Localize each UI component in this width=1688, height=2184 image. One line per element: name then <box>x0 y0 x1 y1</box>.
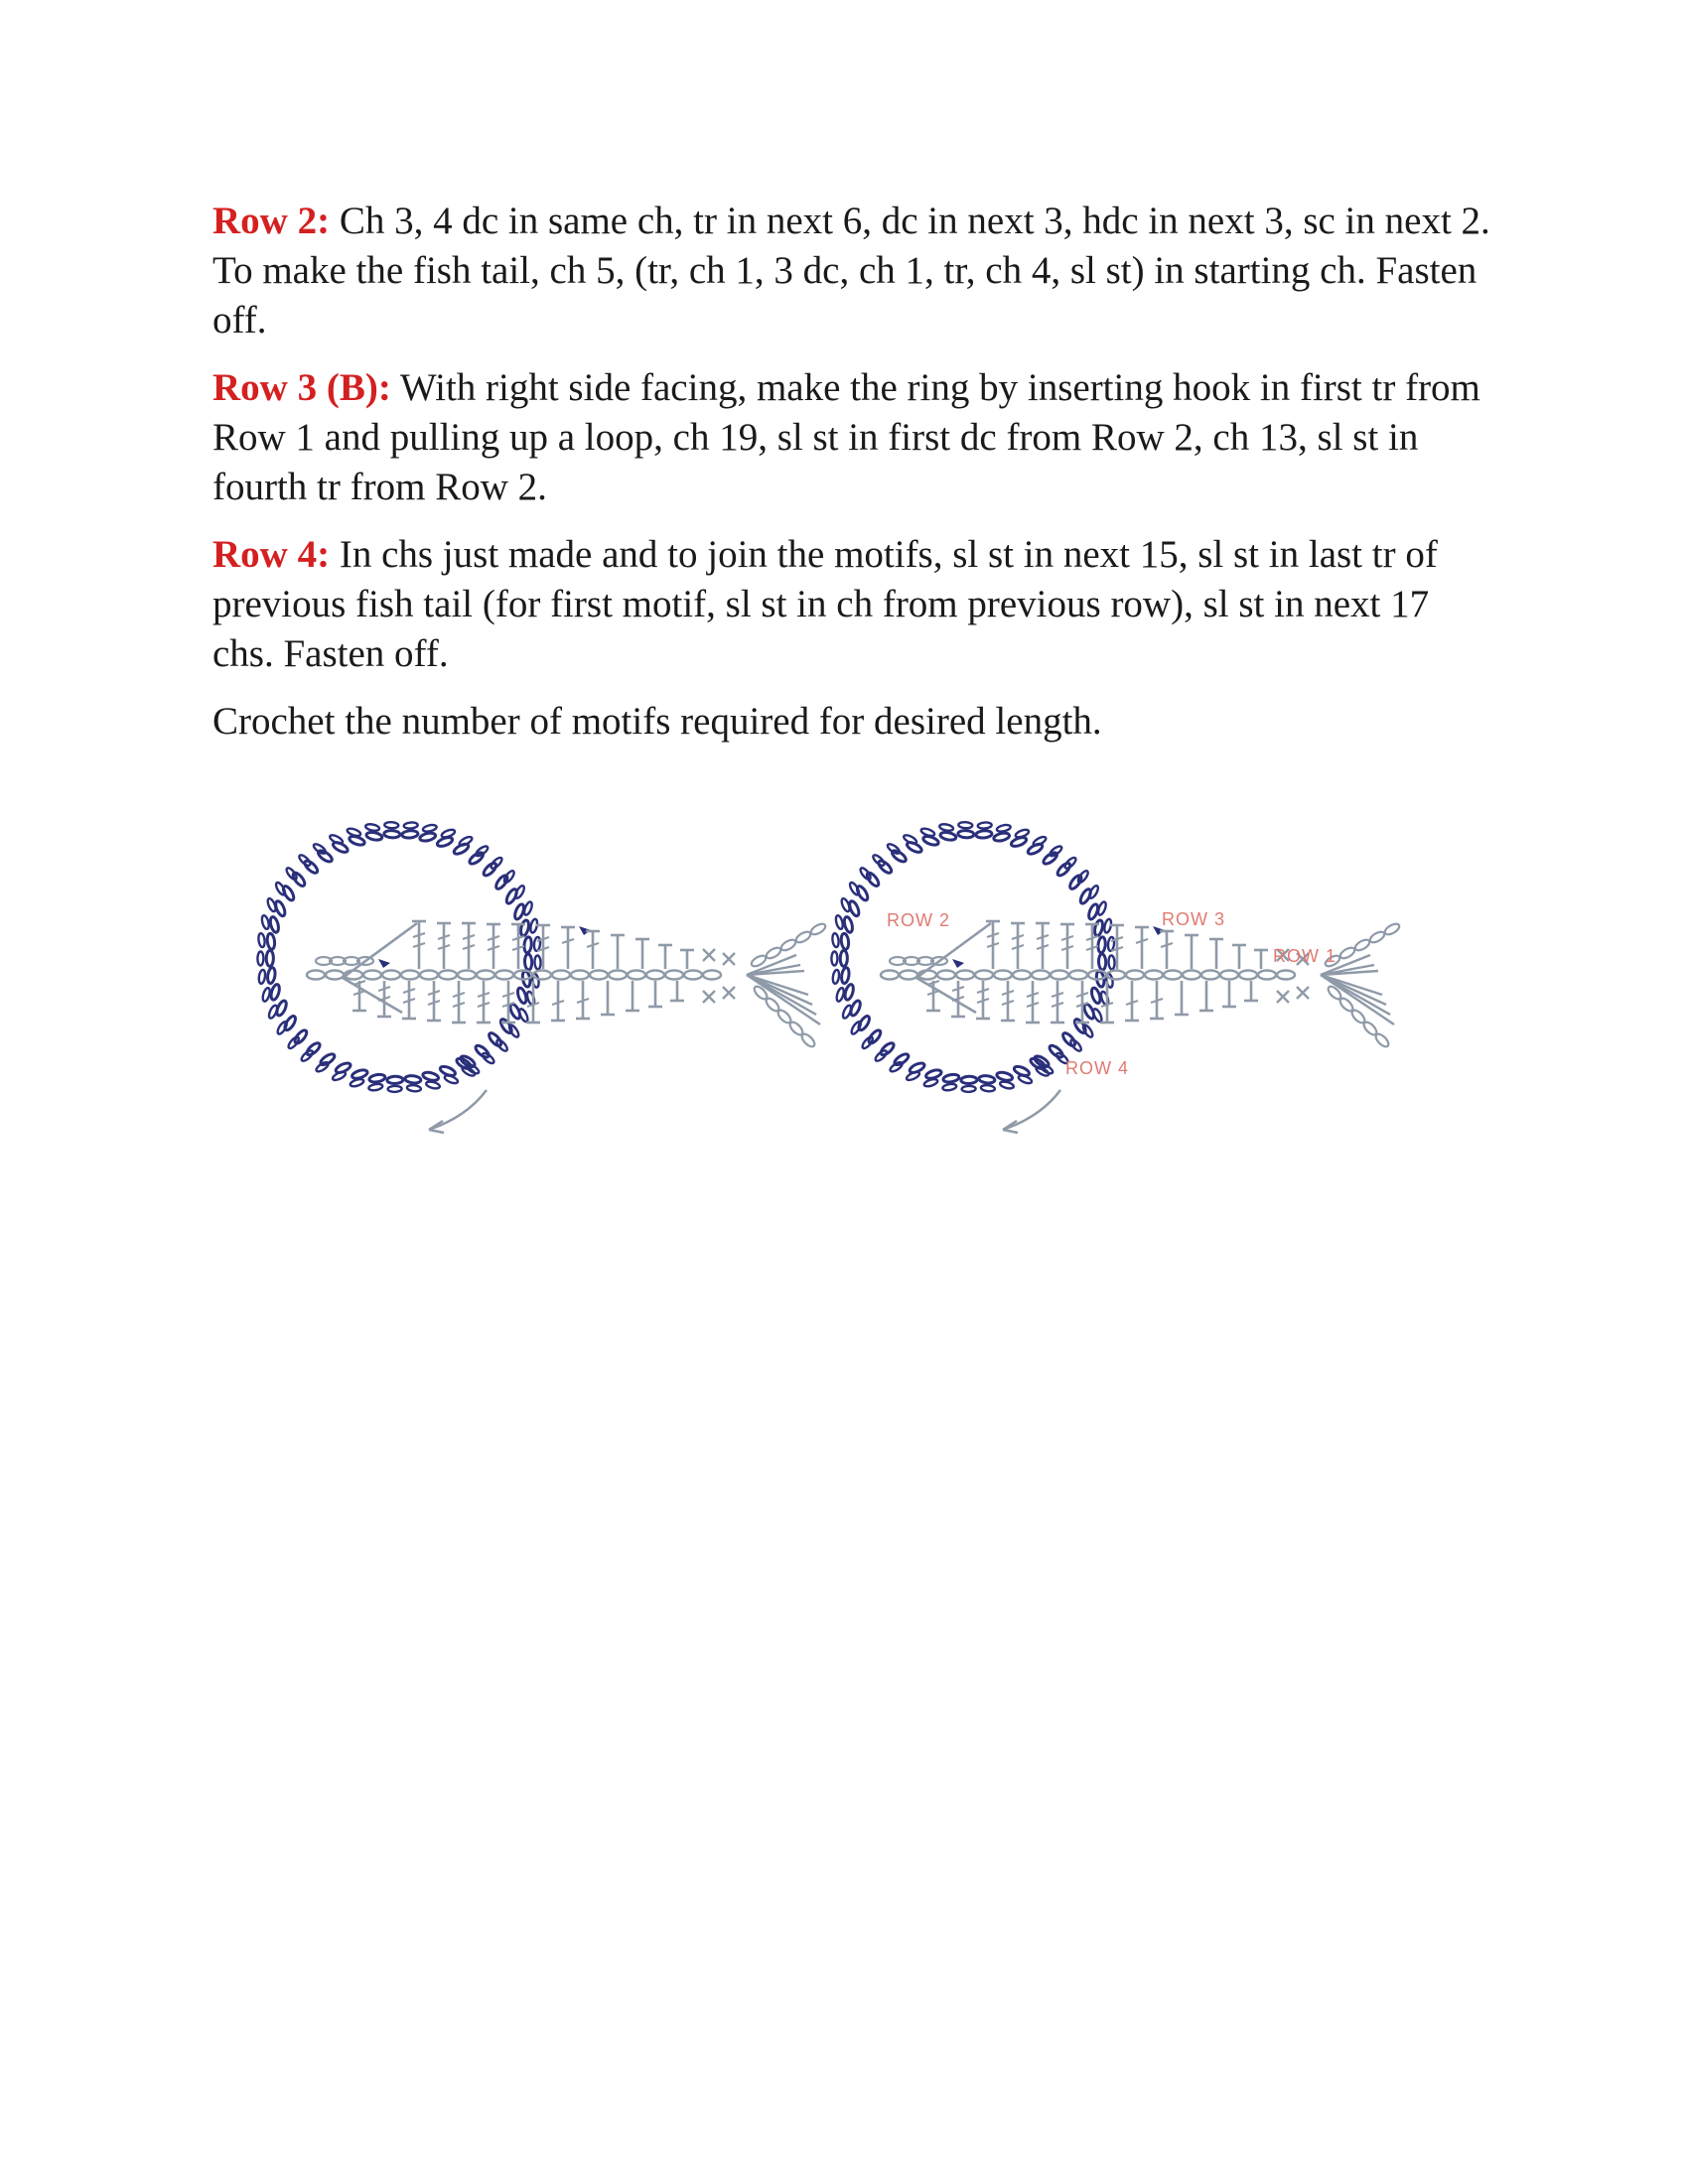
spine-chain-stitch <box>1069 971 1087 980</box>
spine-chain-stitch <box>609 971 627 980</box>
ring-chain-stitch <box>889 1060 904 1073</box>
ring-chain-stitch <box>1076 870 1089 885</box>
spine-chain-stitch <box>307 971 325 980</box>
ring-chain-stitch <box>976 830 993 839</box>
ring-chain-stitch <box>368 1073 385 1083</box>
ring-chain-stitch <box>285 867 298 882</box>
ring-chain-stitch <box>507 1024 520 1038</box>
ring-chain-stitch <box>518 1008 530 1023</box>
spine-chain-stitch <box>1277 971 1295 980</box>
ring-chain-stitch <box>993 832 1010 843</box>
ring-chain-stitch <box>387 1076 403 1084</box>
ring-chain-stitch <box>384 822 398 829</box>
tail-chain-stitch <box>800 1032 817 1049</box>
ring-chain-stitch <box>859 867 872 882</box>
ring-chain-stitch <box>1055 862 1071 878</box>
ring-chain-stitch <box>274 882 286 896</box>
ring-chain-stitch <box>266 933 275 950</box>
ring-chain-stitch <box>831 951 837 965</box>
spine-chain-stitch <box>363 971 381 980</box>
sc-stitch <box>723 953 735 965</box>
sc-stitch <box>703 991 715 1003</box>
fish-motif-right <box>831 822 1401 1133</box>
ring-chain-stitch <box>368 1083 383 1091</box>
ring-chain-stitch <box>841 1005 852 1020</box>
ring-chain-stitch <box>519 919 530 936</box>
tail-chain-stitch <box>1338 946 1356 961</box>
sc-stitch <box>1277 991 1289 1003</box>
ring-chain-stitch <box>840 950 847 966</box>
ring-chain-stitch <box>258 970 266 985</box>
spine-chain-stitch <box>994 971 1012 980</box>
ring-chain-stitch <box>407 1084 422 1091</box>
spine-chain-stitch <box>439 971 457 980</box>
ring-chain-stitch <box>266 897 277 912</box>
ring-chain-stitch <box>329 834 344 846</box>
ring-chain-stitch <box>835 914 844 929</box>
ring-chain-stitch <box>534 955 541 969</box>
ring-chain-stitch <box>958 830 974 838</box>
tail-stitch <box>1321 975 1394 1024</box>
tail-chain-stitch <box>1368 930 1386 945</box>
ring-chain-stitch <box>350 1078 364 1088</box>
ring-chain-stitch <box>939 831 956 841</box>
tail-chain-stitch <box>794 930 812 945</box>
ring-chain-stitch <box>961 1076 977 1084</box>
spine-chain-stitch <box>1145 971 1163 980</box>
ring-chain-stitch <box>1108 955 1115 969</box>
ring-start-arrow <box>378 959 390 968</box>
ring-chain-stitch <box>419 832 436 843</box>
row-3-diagram-label: ROW 3 <box>1162 909 1226 929</box>
ring-chain-stitch <box>1097 936 1106 953</box>
ring-chain-stitch <box>524 954 532 970</box>
spine-chain-stitch <box>420 971 438 980</box>
ring-chain-stitch <box>999 1080 1014 1089</box>
ring-chain-stitch <box>979 1075 996 1084</box>
ring-chain-stitch <box>920 827 935 837</box>
ring-chain-stitch <box>1049 845 1063 858</box>
tail-chain-stitch <box>1374 1032 1391 1049</box>
ring-chain-stitch <box>347 827 361 837</box>
head-stitch <box>916 978 976 1013</box>
ring-chain-stitch <box>903 834 917 846</box>
spine-chain-stitch <box>458 971 476 980</box>
ring-chain-stitch <box>1087 885 1099 899</box>
row-1-diagram-label: ROW 1 <box>1273 946 1337 966</box>
spine-chain-stitch <box>1220 971 1238 980</box>
ring-chain-stitch <box>261 987 271 1002</box>
ring-chain-stitch <box>523 936 532 953</box>
spine-chain-stitch <box>401 971 419 980</box>
head-stitch <box>343 978 402 1013</box>
ring-chain-stitch <box>843 984 854 1001</box>
ring-chain-stitch <box>523 900 534 915</box>
spine-chain-stitch <box>1183 971 1200 980</box>
ring-chain-stitch <box>388 1086 402 1092</box>
spine-chain-stitch <box>937 971 955 980</box>
ring-chain-stitch <box>276 1021 289 1035</box>
spine-chain-stitch <box>703 971 721 980</box>
spine-chain-stitch <box>1051 971 1068 980</box>
ring-chain-stitch <box>840 897 851 912</box>
row-3-label: Row 3 (B): <box>212 366 391 409</box>
ring-chain-stitch <box>266 950 273 966</box>
ring-chain-stitch <box>832 970 840 985</box>
ring-chain-stitch <box>422 1071 439 1082</box>
ring-chain-stitch <box>841 967 851 984</box>
tail-chain-stitch <box>809 922 827 937</box>
ring-chain-stitch <box>835 987 845 1002</box>
spine-chain-stitch <box>1013 971 1031 980</box>
ring-chain-stitch <box>1098 954 1106 970</box>
ring-chain-stitch <box>942 1073 959 1083</box>
spine-chain-stitch <box>495 971 513 980</box>
ring-chain-stitch <box>1081 1024 1094 1038</box>
row-2-label: Row 2: <box>212 200 331 242</box>
ring-chain-stitch <box>257 951 263 965</box>
ring-chain-stitch <box>403 822 417 829</box>
row-2-diagram-label: ROW 2 <box>887 910 951 930</box>
ring-chain-stitch <box>482 862 497 878</box>
spine-chain-stitch <box>975 971 993 980</box>
ring-chain-stitch <box>832 933 840 948</box>
sc-stitch <box>723 987 735 999</box>
ring-chain-stitch <box>475 845 490 858</box>
ring-chain-stitch <box>996 1071 1013 1082</box>
ring-chain-stitch <box>533 937 540 952</box>
closing-instruction: Crochet the number of motifs required for desired length. <box>212 700 1102 743</box>
ring-chain-stitch <box>1018 1074 1033 1085</box>
spine-chain-stitch <box>1201 971 1219 980</box>
ring-chain-stitch <box>1097 900 1108 915</box>
ring-chain-stitch <box>850 1021 863 1035</box>
spine-chain-stitch <box>1126 971 1144 980</box>
ring-chain-stitch <box>886 843 901 856</box>
ring-chain-stitch <box>942 1083 957 1091</box>
spine-chain-stitch <box>1164 971 1182 980</box>
spine-chain-stitch <box>326 971 344 980</box>
sc-stitch <box>1297 987 1309 999</box>
ring-chain-stitch <box>261 914 270 929</box>
ring-chain-stitch <box>332 1070 347 1081</box>
row-4-diagram-label: ROW 4 <box>1065 1058 1130 1078</box>
ring-chain-stitch <box>923 1078 938 1088</box>
ring-chain-stitch <box>1015 828 1030 839</box>
spine-chain-stitch <box>665 971 683 980</box>
spine-chain-stitch <box>590 971 608 980</box>
ring-chain-stitch <box>977 822 991 829</box>
ring-chain-stitch <box>402 830 419 839</box>
ring-chain-stitch <box>1032 835 1047 847</box>
spine-chain-stitch <box>646 971 664 980</box>
tail-chain-stitch <box>779 938 797 953</box>
ring-chain-stitch <box>305 1041 322 1057</box>
ring-chain-stitch <box>939 823 954 832</box>
ring-chain-stitch <box>444 1074 459 1085</box>
row-4-text: In chs just made and to join the motifs, sl st in next 15, sl st in last tr of previous fish tail (for first motif, sl st in ch from previous row), sl st in next 17 chs. Fasten off. <box>212 533 1438 675</box>
row-4-label: Row 4: <box>212 533 331 576</box>
ring-chain-stitch <box>458 835 473 847</box>
ring-chain-stitch <box>877 859 894 875</box>
spine-chain-stitch <box>628 971 645 980</box>
ring-chain-stitch <box>1092 1008 1104 1023</box>
spine-chain-stitch <box>684 971 702 980</box>
ring-chain-stitch <box>269 984 280 1001</box>
ring-chain-stitch <box>861 1035 875 1050</box>
sc-stitch <box>703 949 715 961</box>
ring-chain-stitch <box>258 933 266 948</box>
spine-chain-stitch <box>900 971 917 980</box>
spine-chain-stitch <box>382 971 400 980</box>
ring-chain-stitch <box>269 916 280 933</box>
ring-start-arrow <box>952 959 964 968</box>
ring-chain-stitch <box>958 822 972 829</box>
tail-chain-stitch <box>750 954 768 969</box>
ring-chain-stitch <box>384 830 400 838</box>
ring-chain-stitch <box>303 859 320 875</box>
ring-chain-stitch <box>1093 919 1104 936</box>
ring-chain-stitch <box>312 843 327 856</box>
ring-chain-stitch <box>1107 937 1114 952</box>
ring-chain-stitch <box>365 831 382 841</box>
ring-chain-stitch <box>843 916 854 933</box>
tail-chain-stitch <box>765 946 782 961</box>
spine-chain-stitch <box>1239 971 1257 980</box>
ring-chain-stitch <box>981 1084 996 1091</box>
ring-chain-stitch <box>840 933 849 950</box>
ring-chain-stitch <box>267 1005 278 1020</box>
ring-chain-stitch <box>425 1080 440 1089</box>
spine-chain-stitch <box>571 971 589 980</box>
ring-chain-stitch <box>502 870 515 885</box>
ring-chain-stitch <box>365 823 380 832</box>
row-2-text: Ch 3, 4 dc in same ch, tr in next 6, dc in next 3, hdc in next 3, sc in next 2. To make the fish tail, ch 5, (tr, ch 1, 3 dc, ch 1, tr, ch 4, sl st) in starting ch. Fasten off. <box>212 200 1490 341</box>
tail-chain-stitch <box>1383 922 1401 937</box>
ring-chain-stitch <box>848 882 860 896</box>
fish-motif-left <box>257 822 827 1133</box>
spine-chain-stitch <box>477 971 494 980</box>
ring-chain-stitch <box>513 885 525 899</box>
spine-chain-stitch <box>1032 971 1050 980</box>
spine-chain-stitch <box>956 971 974 980</box>
ring-chain-stitch <box>996 824 1011 833</box>
ring-chain-stitch <box>962 1086 976 1092</box>
tail-chain-stitch <box>1353 938 1371 953</box>
ring-chain-stitch <box>879 1041 896 1057</box>
ring-chain-stitch <box>422 824 437 833</box>
ring-chain-stitch <box>315 1060 330 1073</box>
ring-chain-stitch <box>906 1070 920 1081</box>
ring-chain-stitch <box>405 1075 422 1084</box>
row-3-text: With right side facing, make the ring by inserting hook in first tr from Row 1 and pulling up a loop, ch 19, sl st in first dc from Row 2, ch 13, sl st in fourth tr from Row 2. <box>212 366 1480 508</box>
tail-stitch <box>747 975 820 1024</box>
spine-chain-stitch <box>1258 971 1276 980</box>
ring-chain-stitch <box>267 967 277 984</box>
ring-chain-stitch <box>287 1035 301 1050</box>
ring-chain-stitch <box>441 828 456 839</box>
spine-chain-stitch <box>552 971 570 980</box>
spine-chain-stitch <box>881 971 899 980</box>
